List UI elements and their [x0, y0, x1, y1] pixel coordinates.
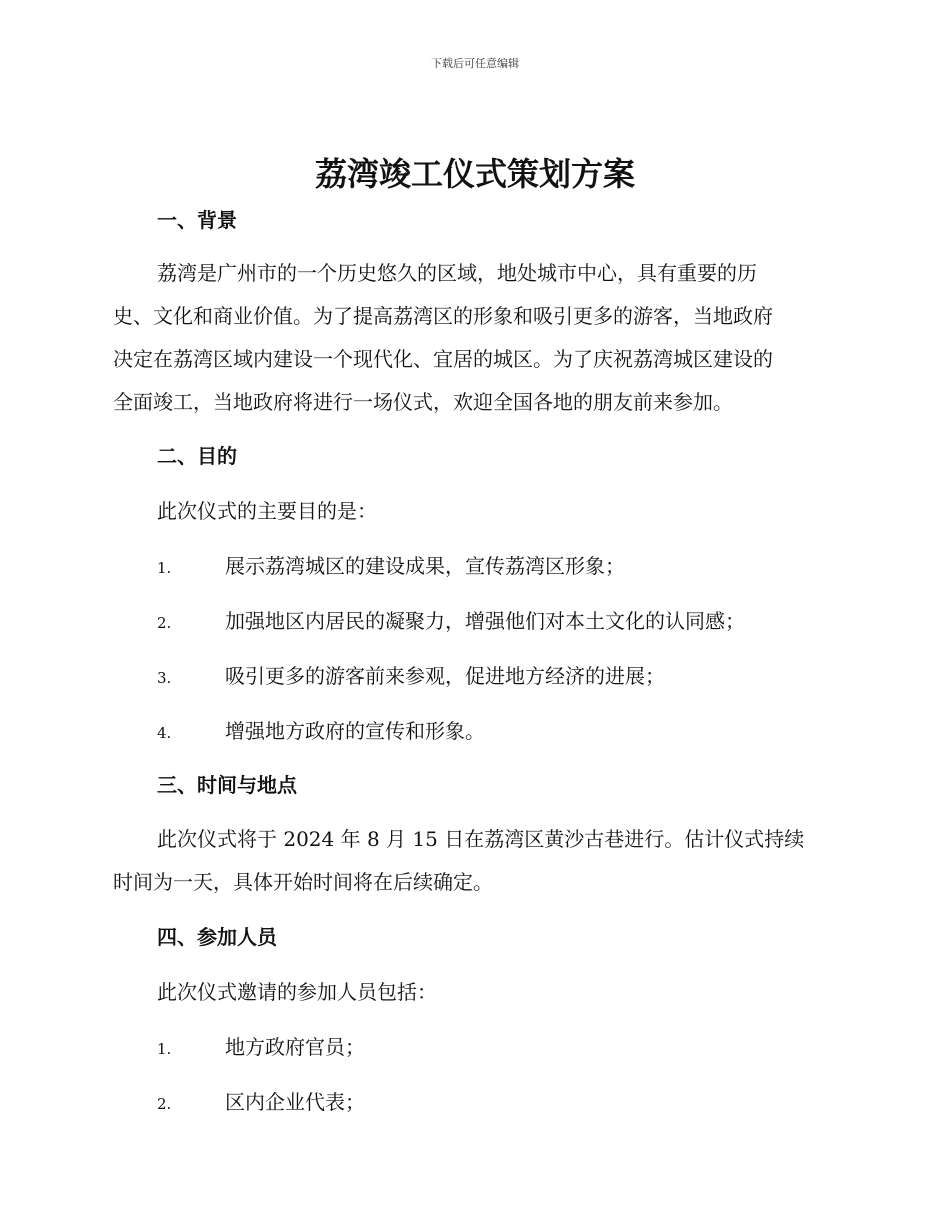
paragraph-line: 全面竣工，当地政府将进行一场仪式，欢迎全国各地的朋友前来参加。: [113, 390, 733, 414]
list-number: 1.: [157, 559, 172, 577]
list-number: 1.: [157, 1040, 172, 1058]
section-heading-background: 一、背景: [157, 208, 237, 232]
purpose-intro: 此次仪式的主要目的是：: [157, 499, 377, 523]
list-text: 增强地方政府的宣传和形象。: [225, 719, 485, 743]
list-item: [157, 1087, 365, 1119]
section-heading-time-place: 三、时间与地点: [157, 773, 297, 797]
participants-intro: 此次仪式邀请的参加人员包括：: [157, 980, 437, 1004]
list-item: [157, 661, 665, 693]
list-text: 区内企业代表；: [225, 1090, 365, 1114]
page-header: 下载后可任意编辑: [431, 57, 519, 70]
section-heading-purpose: 二、目的: [157, 444, 237, 468]
section-heading-participants: 四、参加人员: [157, 925, 277, 949]
list-item: [157, 551, 625, 583]
time-place-paragraph: [113, 818, 833, 904]
list-number: 4.: [157, 724, 172, 742]
list-text: 加强地区内居民的凝聚力，增强他们对本土文化的认同感；: [225, 609, 745, 633]
paragraph-line: 荔湾是广州市的一个历史悠久的区域，地处城市中心，具有重要的历: [157, 261, 757, 285]
list-item: [157, 716, 485, 748]
list-number: 2.: [157, 1095, 172, 1113]
document-title: 荔湾竣工仪式策划方案: [314, 155, 635, 193]
list-number: 2.: [157, 614, 172, 632]
paragraph-line: 时间为一天，具体开始时间将在后续确定。: [113, 870, 493, 894]
list-number: 3.: [157, 669, 172, 687]
list-item: [157, 1032, 365, 1064]
list-item: [157, 606, 745, 638]
list-text: 吸引更多的游客前来参观，促进地方经济的进展；: [225, 664, 665, 688]
paragraph-line: 此次仪式将于 2024 年 8 月 15 日在荔湾区黄沙古巷进行。估计仪式持续: [157, 827, 805, 851]
paragraph-line: 史、文化和商业价值。为了提高荔湾区的形象和吸引更多的游客，当地政府: [113, 304, 773, 328]
background-paragraph: [113, 252, 833, 424]
paragraph-line: 决定在荔湾区域内建设一个现代化、宜居的城区。为了庆祝荔湾城区建设的: [113, 347, 773, 371]
list-text: 展示荔湾城区的建设成果，宣传荔湾区形象；: [225, 554, 625, 578]
list-text: 地方政府官员；: [225, 1035, 365, 1059]
